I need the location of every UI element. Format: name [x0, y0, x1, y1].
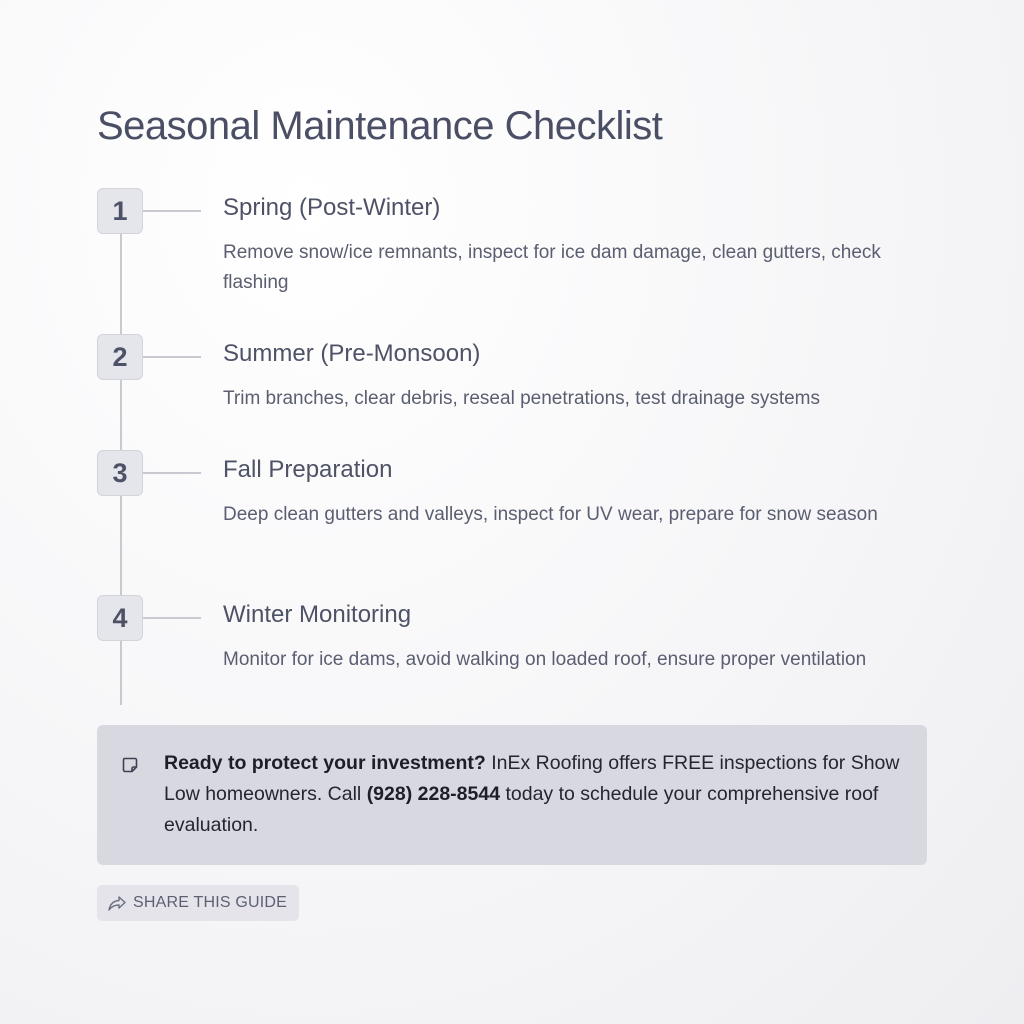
cta-body-2: today to schedule your comprehensive roof evaluation. [164, 783, 879, 836]
share-guide-button[interactable] [97, 885, 299, 921]
step-number-badge: 2 [97, 334, 143, 380]
step-connector [143, 356, 201, 358]
step-description: Remove snow/ice remnants, inspect for ice dam damage, clean gutters, check flashing [223, 242, 881, 293]
step-description: Monitor for ice dams, avoid walking on loaded roof, ensure proper ventilation [223, 649, 867, 670]
share-label: SHARE THIS GUIDE [133, 894, 288, 911]
step-number-badge: 1 [97, 188, 143, 234]
cta-callout [97, 725, 927, 865]
step-description: Trim branches, clear debris, reseal penetrations, test drainage systems [223, 388, 821, 409]
cta-lead: Ready to protect your investment? [164, 752, 486, 774]
step-description: Deep clean gutters and valleys, inspect for UV wear, prepare for snow season [223, 504, 878, 525]
step-title: Spring (Post-Winter) [223, 194, 441, 221]
step-connector [143, 472, 201, 474]
page-title: Seasonal Maintenance Checklist [97, 104, 663, 148]
step-number-badge: 3 [97, 450, 143, 496]
step-title: Fall Preparation [223, 456, 393, 483]
step-number-badge: 4 [97, 595, 143, 641]
cta-text [164, 748, 904, 841]
step-title: Winter Monitoring [223, 601, 412, 628]
share-icon [107, 894, 127, 912]
step-connector [143, 210, 201, 212]
step-connector [143, 617, 201, 619]
step-title: Summer (Pre-Monsoon) [223, 340, 481, 367]
cta-body-1: InEx Roofing offers FREE inspections for Show Low homeowners. Call [164, 752, 900, 805]
cta-phone[interactable]: (928) 228-8544 [366, 783, 501, 805]
note-icon [121, 756, 139, 774]
